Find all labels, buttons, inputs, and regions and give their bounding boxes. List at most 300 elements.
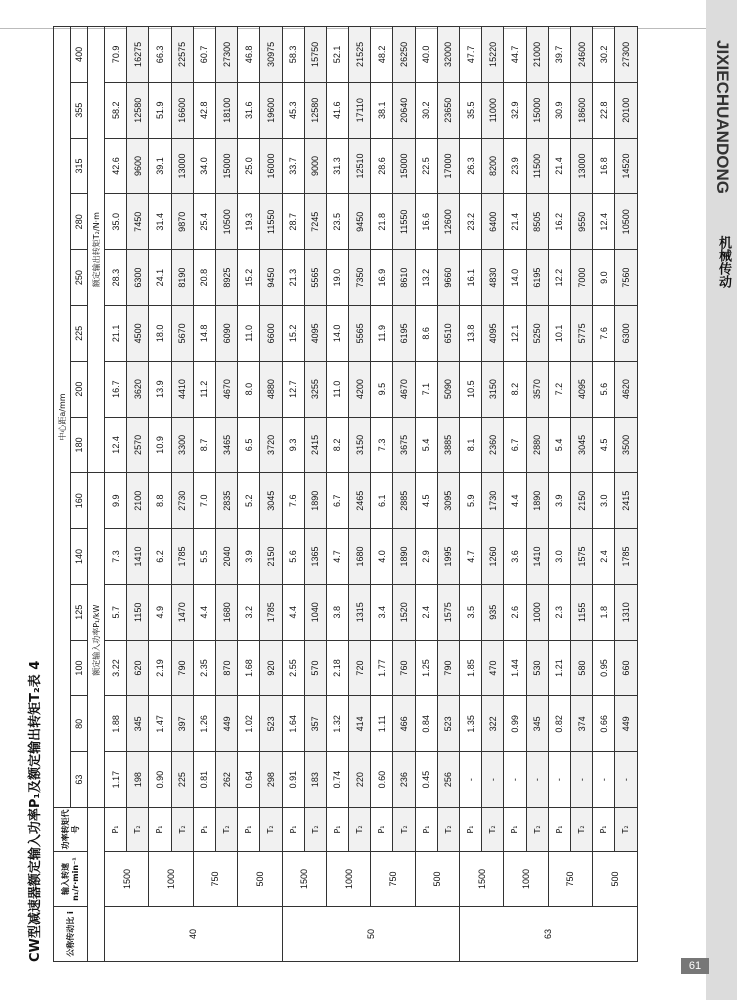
value-cell: 26.3 <box>460 138 482 194</box>
value-cell: 28.7 <box>282 194 304 250</box>
value-cell: 0.60 <box>371 752 393 808</box>
table-row <box>504 27 526 962</box>
value-cell: 32.9 <box>504 82 526 138</box>
ratio-cell: 50 <box>282 907 460 962</box>
column-header-315: 315 <box>71 138 88 194</box>
value-cell: 1890 <box>304 473 326 529</box>
value-cell: 1.47 <box>149 696 171 752</box>
value-cell: 1260 <box>482 529 504 585</box>
rotated-content <box>23 27 695 962</box>
value-cell: 16.8 <box>593 138 615 194</box>
mark-cell: T₂ <box>215 808 237 852</box>
value-cell: 8.2 <box>326 417 348 473</box>
value-cell: 22.5 <box>415 138 437 194</box>
mark-cell: P₁ <box>326 808 348 852</box>
value-cell: 6.7 <box>504 417 526 473</box>
value-cell: 19600 <box>260 82 282 138</box>
value-cell: 32000 <box>437 27 459 83</box>
value-cell: 3.0 <box>593 473 615 529</box>
value-cell: 27300 <box>215 27 237 83</box>
value-cell: 22.8 <box>593 82 615 138</box>
column-header-140: 140 <box>71 529 88 585</box>
value-cell: 9660 <box>437 250 459 306</box>
column-header-250: 250 <box>71 250 88 306</box>
value-cell: 4.7 <box>460 529 482 585</box>
value-cell: 1890 <box>393 529 415 585</box>
value-cell: 345 <box>127 696 149 752</box>
value-cell: 1155 <box>570 584 592 640</box>
value-cell: 4500 <box>127 305 149 361</box>
column-header-280: 280 <box>71 194 88 250</box>
value-cell: 42.6 <box>105 138 127 194</box>
value-cell: 13000 <box>570 138 592 194</box>
value-cell: 449 <box>615 696 637 752</box>
value-cell: 21.3 <box>282 250 304 306</box>
value-cell: 4.4 <box>193 584 215 640</box>
value-cell: 7.0 <box>193 473 215 529</box>
value-cell: 7450 <box>127 194 149 250</box>
value-cell: 1040 <box>304 584 326 640</box>
value-cell: 41.6 <box>326 82 348 138</box>
value-cell: 322 <box>482 696 504 752</box>
mark-cell: T₂ <box>482 808 504 852</box>
value-cell: 6.7 <box>326 473 348 529</box>
table-title: CW型减速器额定输入功率P₁及额定输出转矩T₂表 4 <box>28 660 43 962</box>
value-cell: 3.9 <box>548 473 570 529</box>
value-cell: 1150 <box>127 584 149 640</box>
value-cell: - <box>615 752 637 808</box>
value-cell: 523 <box>437 696 459 752</box>
value-cell: 2.19 <box>149 640 171 696</box>
table-row <box>393 27 415 962</box>
value-cell: 6.1 <box>371 473 393 529</box>
value-cell: 4095 <box>304 305 326 361</box>
value-cell: 12.7 <box>282 361 304 417</box>
column-header-200: 200 <box>71 361 88 417</box>
speed-cell: 750 <box>193 852 237 907</box>
units-spacer <box>88 808 105 962</box>
value-cell: 1575 <box>570 529 592 585</box>
value-cell: 530 <box>526 640 548 696</box>
value-cell: 16.7 <box>105 361 127 417</box>
value-cell: 11550 <box>260 194 282 250</box>
value-cell: 23650 <box>437 82 459 138</box>
value-cell: 2730 <box>171 473 193 529</box>
value-cell: 2.6 <box>504 584 526 640</box>
value-cell: 8925 <box>215 250 237 306</box>
value-cell: 16.9 <box>371 250 393 306</box>
value-cell: 1785 <box>260 584 282 640</box>
value-cell: 7.3 <box>371 417 393 473</box>
value-cell: 3045 <box>570 417 592 473</box>
value-cell: 8.0 <box>238 361 260 417</box>
value-cell: 580 <box>570 640 592 696</box>
value-cell: 8190 <box>171 250 193 306</box>
value-cell: 12.2 <box>548 250 570 306</box>
value-cell: 5565 <box>304 250 326 306</box>
value-cell: 6510 <box>437 305 459 361</box>
value-cell: 38.1 <box>371 82 393 138</box>
value-cell: 3095 <box>437 473 459 529</box>
value-cell: 3620 <box>127 361 149 417</box>
value-cell: 3.4 <box>371 584 393 640</box>
value-cell: 1.77 <box>371 640 393 696</box>
value-cell: 523 <box>260 696 282 752</box>
value-cell: 0.90 <box>149 752 171 808</box>
ratings-table <box>53 26 638 962</box>
mark-cell: T₂ <box>615 808 637 852</box>
value-cell: 48.2 <box>371 27 393 83</box>
speed-cell: 1000 <box>149 852 193 907</box>
value-cell: 9600 <box>127 138 149 194</box>
value-cell: 9000 <box>304 138 326 194</box>
column-header-400: 400 <box>71 27 88 83</box>
value-cell: 570 <box>304 640 326 696</box>
value-cell: 8505 <box>526 194 548 250</box>
value-cell: 58.3 <box>282 27 304 83</box>
value-cell: 3720 <box>260 417 282 473</box>
value-cell: 7000 <box>570 250 592 306</box>
value-cell: 11500 <box>526 138 548 194</box>
value-cell: 1.21 <box>548 640 570 696</box>
value-cell: 2.4 <box>415 584 437 640</box>
value-cell: 5.4 <box>415 417 437 473</box>
value-cell: 6.2 <box>149 529 171 585</box>
value-cell: 6.5 <box>238 417 260 473</box>
value-cell: - <box>570 752 592 808</box>
value-cell: 21.8 <box>371 194 393 250</box>
value-cell: 1.88 <box>105 696 127 752</box>
speed-header: 输入转速 n₁/r·min⁻¹ <box>54 852 88 907</box>
value-cell: 16.6 <box>415 194 437 250</box>
value-cell: 920 <box>260 640 282 696</box>
value-cell: 414 <box>349 696 371 752</box>
value-cell: 2.55 <box>282 640 304 696</box>
value-cell: 10.5 <box>460 361 482 417</box>
value-cell: 1785 <box>615 529 637 585</box>
value-cell: 0.66 <box>593 696 615 752</box>
value-cell: 13.9 <box>149 361 171 417</box>
page-number: 61 <box>681 958 709 974</box>
value-cell: 2.3 <box>548 584 570 640</box>
value-cell: 2.18 <box>326 640 348 696</box>
table-row <box>171 27 193 962</box>
value-cell: 16275 <box>127 27 149 83</box>
value-cell: 0.81 <box>193 752 215 808</box>
column-header-80: 80 <box>71 696 88 752</box>
value-cell: 5.9 <box>460 473 482 529</box>
value-cell: 8.1 <box>460 417 482 473</box>
value-cell: 0.64 <box>238 752 260 808</box>
value-cell: 760 <box>393 640 415 696</box>
value-cell: 42.8 <box>193 82 215 138</box>
mark-cell: T₂ <box>127 808 149 852</box>
speed-cell: 500 <box>593 852 637 907</box>
value-cell: 58.2 <box>105 82 127 138</box>
speed-cell: 500 <box>415 852 459 907</box>
value-cell: 3.2 <box>238 584 260 640</box>
value-cell: 35.5 <box>460 82 482 138</box>
value-cell: - <box>504 752 526 808</box>
mark-cell: P₁ <box>460 808 482 852</box>
value-cell: 16.2 <box>548 194 570 250</box>
value-cell: 23.5 <box>326 194 348 250</box>
speed-cell: 1500 <box>282 852 326 907</box>
mark-cell: T₂ <box>260 808 282 852</box>
value-cell: 2.35 <box>193 640 215 696</box>
value-cell: 720 <box>349 640 371 696</box>
value-cell: 19.0 <box>326 250 348 306</box>
value-cell: 2835 <box>215 473 237 529</box>
value-cell: 1000 <box>526 584 548 640</box>
speed-cell: 1500 <box>460 852 504 907</box>
value-cell: 3570 <box>526 361 548 417</box>
value-cell: 11.2 <box>193 361 215 417</box>
value-cell: 40.0 <box>415 27 437 83</box>
value-cell: 3.6 <box>504 529 526 585</box>
value-cell: 1890 <box>526 473 548 529</box>
value-cell: 620 <box>127 640 149 696</box>
table-row <box>593 27 615 962</box>
value-cell: 2570 <box>127 417 149 473</box>
value-cell: 660 <box>615 640 637 696</box>
value-cell: 15000 <box>526 82 548 138</box>
value-cell: 10500 <box>615 194 637 250</box>
value-cell: 7350 <box>349 250 371 306</box>
column-header-180: 180 <box>71 417 88 473</box>
value-cell: 6300 <box>615 305 637 361</box>
value-cell: 10500 <box>215 194 237 250</box>
value-cell: 51.9 <box>149 82 171 138</box>
value-cell: 225 <box>171 752 193 808</box>
value-cell: 256 <box>437 752 459 808</box>
value-cell: 16000 <box>260 138 282 194</box>
value-cell: 4.4 <box>282 584 304 640</box>
mark-header: 功率转矩代号 <box>54 808 88 852</box>
value-cell: 0.84 <box>415 696 437 752</box>
value-cell: 345 <box>526 696 548 752</box>
mark-cell: P₁ <box>238 808 260 852</box>
value-cell: 8200 <box>482 138 504 194</box>
table-row <box>437 27 459 962</box>
value-cell: 3.9 <box>238 529 260 585</box>
value-cell: 31.6 <box>238 82 260 138</box>
value-cell: 183 <box>304 752 326 808</box>
section-label: 机械传动 <box>716 236 731 288</box>
value-cell: 46.8 <box>238 27 260 83</box>
value-cell: 6090 <box>215 305 237 361</box>
table-row <box>127 27 149 962</box>
value-cell: 3465 <box>215 417 237 473</box>
value-cell: 870 <box>215 640 237 696</box>
value-cell: 35.0 <box>105 194 127 250</box>
value-cell: 11000 <box>482 82 504 138</box>
value-cell: 7.3 <box>105 529 127 585</box>
value-cell: 44.7 <box>504 27 526 83</box>
value-cell: 1410 <box>127 529 149 585</box>
value-cell: 21.4 <box>548 138 570 194</box>
speed-cell: 750 <box>371 852 415 907</box>
value-cell: 220 <box>349 752 371 808</box>
mark-cell: P₁ <box>105 808 127 852</box>
value-cell: 3675 <box>393 417 415 473</box>
mark-cell: P₁ <box>149 808 171 852</box>
value-cell: 9.5 <box>371 361 393 417</box>
speed-cell: 750 <box>548 852 592 907</box>
value-cell: 4410 <box>171 361 193 417</box>
value-cell: 5775 <box>570 305 592 361</box>
value-cell: 7.6 <box>282 473 304 529</box>
value-cell: 3500 <box>615 417 637 473</box>
value-cell: 20.8 <box>193 250 215 306</box>
value-cell: 21525 <box>349 27 371 83</box>
value-cell: 1.35 <box>460 696 482 752</box>
power-label: 额定输入功率P₁/kW <box>88 473 105 808</box>
value-cell: 1680 <box>349 529 371 585</box>
value-cell: 1.44 <box>504 640 526 696</box>
value-cell: 39.1 <box>149 138 171 194</box>
mark-cell: T₂ <box>526 808 548 852</box>
mark-cell: T₂ <box>570 808 592 852</box>
value-cell: 6600 <box>260 305 282 361</box>
value-cell: 2150 <box>570 473 592 529</box>
value-cell: 8.2 <box>504 361 526 417</box>
value-cell: 2150 <box>260 529 282 585</box>
value-cell: 5090 <box>437 361 459 417</box>
speed-cell: 1000 <box>326 852 370 907</box>
value-cell: 21000 <box>526 27 548 83</box>
value-cell: 1575 <box>437 584 459 640</box>
value-cell: 15000 <box>393 138 415 194</box>
value-cell: 70.9 <box>105 27 127 83</box>
value-cell: 4.7 <box>326 529 348 585</box>
value-cell: 1.11 <box>371 696 393 752</box>
value-cell: 1785 <box>171 529 193 585</box>
value-cell: 33.7 <box>282 138 304 194</box>
value-cell: 3300 <box>171 417 193 473</box>
table-row <box>349 27 371 962</box>
value-cell: 30.2 <box>415 82 437 138</box>
value-cell: 5250 <box>526 305 548 361</box>
value-cell: 18100 <box>215 82 237 138</box>
value-cell: 0.95 <box>593 640 615 696</box>
value-cell: 7.2 <box>548 361 570 417</box>
value-cell: 34.0 <box>193 138 215 194</box>
value-cell: 60.7 <box>193 27 215 83</box>
value-cell: 28.6 <box>371 138 393 194</box>
value-cell: - <box>548 752 570 808</box>
value-cell: 9870 <box>171 194 193 250</box>
table-row <box>371 27 393 962</box>
mark-cell: P₁ <box>371 808 393 852</box>
value-cell: 19.3 <box>238 194 260 250</box>
table-row <box>482 27 504 962</box>
mark-cell: P₁ <box>282 808 304 852</box>
value-cell: 12510 <box>349 138 371 194</box>
table-row <box>304 27 326 962</box>
table-row <box>415 27 437 962</box>
value-cell: 23.9 <box>504 138 526 194</box>
table-row <box>193 27 215 962</box>
table-row <box>326 27 348 962</box>
table-row <box>460 27 482 962</box>
value-cell: 935 <box>482 584 504 640</box>
value-cell: 4095 <box>570 361 592 417</box>
value-cell: 790 <box>171 640 193 696</box>
value-cell: 1.02 <box>238 696 260 752</box>
value-cell: 2100 <box>127 473 149 529</box>
value-cell: 7245 <box>304 194 326 250</box>
value-cell: 21.1 <box>105 305 127 361</box>
value-cell: 39.7 <box>548 27 570 83</box>
value-cell: 9450 <box>260 250 282 306</box>
value-cell: 1.64 <box>282 696 304 752</box>
column-header-355: 355 <box>71 82 88 138</box>
torque-label: 额定输出转矩T₂/N·m <box>88 27 105 473</box>
value-cell: 2885 <box>393 473 415 529</box>
value-cell: 26250 <box>393 27 415 83</box>
value-cell: 2360 <box>482 417 504 473</box>
value-cell: 4.5 <box>593 417 615 473</box>
value-cell: 24.1 <box>149 250 171 306</box>
table-row <box>548 27 570 962</box>
table-row <box>215 27 237 962</box>
value-cell: 1.32 <box>326 696 348 752</box>
value-cell: 397 <box>171 696 193 752</box>
value-cell: 28.3 <box>105 250 127 306</box>
value-cell: 20100 <box>615 82 637 138</box>
value-cell: 6195 <box>393 305 415 361</box>
value-cell: 1410 <box>526 529 548 585</box>
value-cell: 21.4 <box>504 194 526 250</box>
value-cell: 1470 <box>171 584 193 640</box>
value-cell: 20640 <box>393 82 415 138</box>
value-cell: 5.4 <box>548 417 570 473</box>
value-cell: 30.9 <box>548 82 570 138</box>
value-cell: 2465 <box>349 473 371 529</box>
value-cell: - <box>526 752 548 808</box>
value-cell: 12600 <box>437 194 459 250</box>
table-row <box>570 27 592 962</box>
value-cell: 12.4 <box>593 194 615 250</box>
mark-cell: T₂ <box>349 808 371 852</box>
value-cell: 16.1 <box>460 250 482 306</box>
value-cell: 11550 <box>393 194 415 250</box>
value-cell: 1.26 <box>193 696 215 752</box>
speed-cell: 1500 <box>105 852 149 907</box>
table-row <box>615 27 637 962</box>
value-cell: 3150 <box>482 361 504 417</box>
value-cell: 10.1 <box>548 305 570 361</box>
value-cell: 9.3 <box>282 417 304 473</box>
value-cell: 2.4 <box>593 529 615 585</box>
value-cell: 30975 <box>260 27 282 83</box>
value-cell: - <box>460 752 482 808</box>
value-cell: 3.22 <box>105 640 127 696</box>
value-cell: 3045 <box>260 473 282 529</box>
value-cell: 1730 <box>482 473 504 529</box>
value-cell: 12580 <box>304 82 326 138</box>
value-cell: 5.5 <box>193 529 215 585</box>
value-cell: 5.6 <box>593 361 615 417</box>
table-row <box>238 27 260 962</box>
value-cell: 66.3 <box>149 27 171 83</box>
value-cell: 5565 <box>349 305 371 361</box>
value-cell: 4.4 <box>504 473 526 529</box>
value-cell: 3255 <box>304 361 326 417</box>
mark-cell: P₁ <box>504 808 526 852</box>
mark-cell: P₁ <box>415 808 437 852</box>
